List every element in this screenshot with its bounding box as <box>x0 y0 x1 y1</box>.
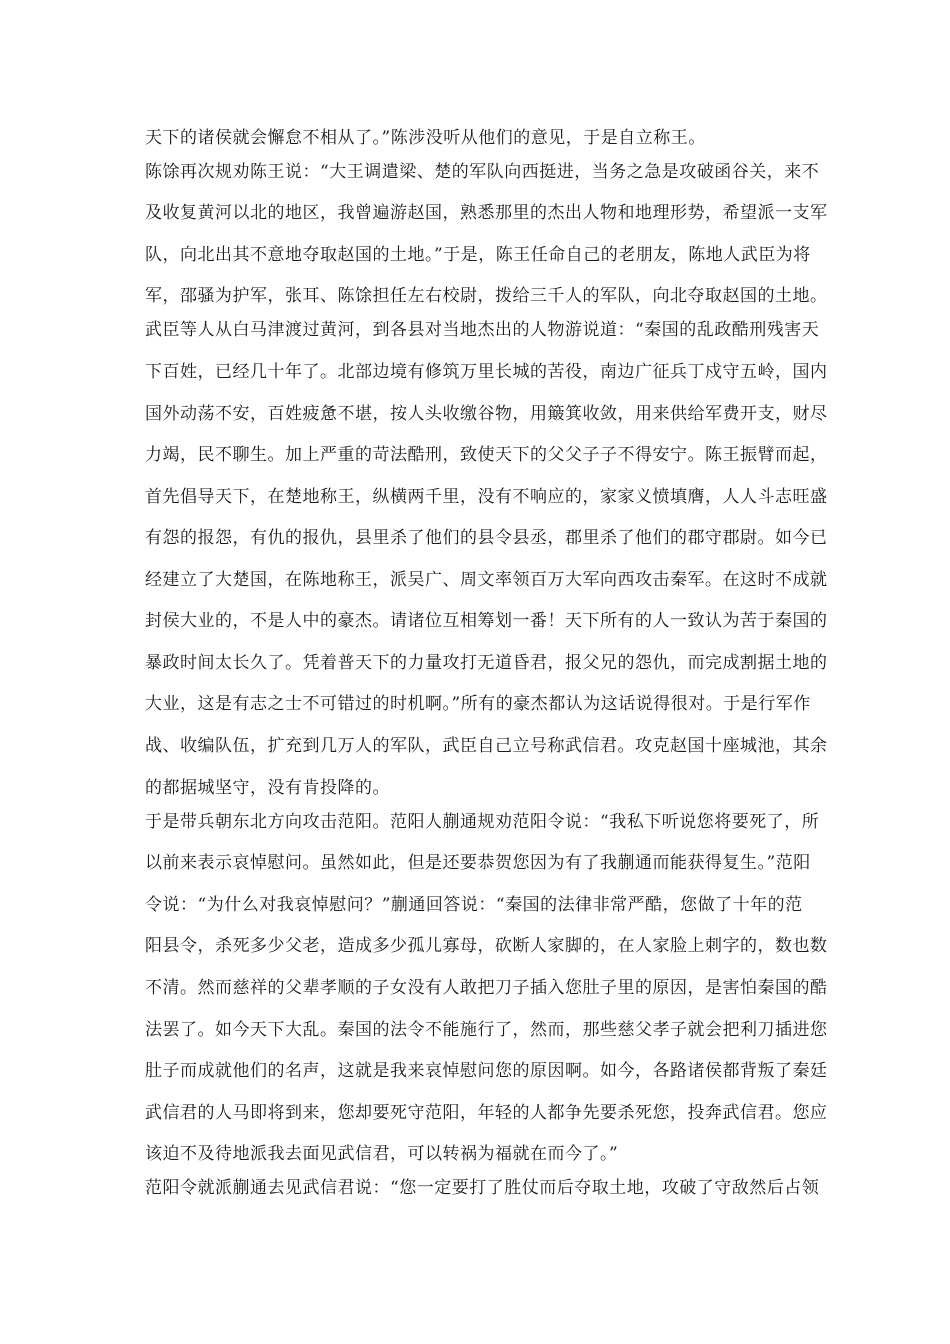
text-line: 下百姓，已经几十年了。北部边境有修筑万里长城的苦役，南边广征兵丁戍守五岭，国内 <box>145 362 828 382</box>
text-line: 队，向北出其不意地夺取赵国的土地。”于是，陈王任命自己的老朋友，陈地人武臣为将 <box>145 245 811 265</box>
text-line: 及收复黄河以北的地区，我曾遍游赵国，熟悉那里的杰出人物和地理形势，希望派一支军 <box>145 203 828 223</box>
text-line: 令说：“为什么对我哀悼慰问？”蒯通回答说：“秦国的法律非常严酷，您做了十年的范 <box>145 895 803 915</box>
text-line: 首先倡导天下，在楚地称王，纵横两千里，没有不响应的，家家义愤填膺，人人斗志旺盛 <box>145 487 828 507</box>
text-line: 法罢了。如今天下大乱。秦国的法令不能施行了，然而，那些慈父孝子就会把利刀插进您 <box>145 1020 828 1040</box>
text-line: 不清。然而慈祥的父辈孝顺的子女没有人敢把刀子插入您肚子里的原因，是害怕秦国的酷 <box>145 978 828 998</box>
text-line: 经建立了大楚国，在陈地称王，派吴广、周文率领百万大军向西攻击秦军。在这时不成就 <box>145 570 828 590</box>
text-line: 的都据城坚守，没有肯投降的。 <box>145 778 390 798</box>
text-line: 阳县令，杀死多少父老，造成多少孤儿寡母，砍断人家脚的，在人家脸上刺字的，数也数 <box>145 936 828 956</box>
text-line: 肚子而成就他们的名声，这就是我来哀悼慰问您的原因啊。如今，各路诸侯都背叛了秦廷 <box>145 1061 828 1081</box>
text-line: 有怨的报怨，有仇的报仇，县里杀了他们的县令县丞，郡里杀了他们的郡守郡尉。如今已 <box>145 528 828 548</box>
text-line: 范阳令就派蒯通去见武信君说：“您一定要打了胜仗而后夺取土地，攻破了守敌然后占领 <box>145 1178 820 1198</box>
text-line: 以前来表示哀悼慰问。虽然如此，但是还要恭贺您因为有了我蒯通而能获得复生。”范阳 <box>145 853 811 873</box>
text-line: 力竭，民不聊生。加上严重的苛法酷刑，致使天下的父父子子不得安宁。陈王振臂而起， <box>145 445 828 465</box>
text-line: 于是带兵朝东北方向攻击范阳。范阳人蒯通规劝范阳令说：“我私下听说您将要死了，所 <box>145 812 820 832</box>
text-line: 武信君的人马即将到来，您却要死守范阳，年轻的人都争先要杀死您，投奔武信君。您应 <box>145 1103 828 1123</box>
text-line: 该迫不及待地派我去面见武信君，可以转祸为福就在而今了。” <box>145 1144 619 1164</box>
text-line: 天下的诸侯就会懈怠不相从了。”陈涉没听从他们的意见，于是自立称王。 <box>145 128 706 148</box>
text-line: 军，邵骚为护军，张耳、陈馀担任左右校尉，拨给三千人的军队，向北夺取赵国的土地。 <box>145 286 828 306</box>
text-line: 陈馀再次规劝陈王说：“大王调遣梁、楚的军队向西挺进，当务之急是攻破函谷关，来不 <box>145 162 820 182</box>
text-line: 国外动荡不安，百姓疲惫不堪，按人头收缴谷物，用簸箕收敛，用来供给军费开支，财尽 <box>145 404 828 424</box>
text-line: 封侯大业的，不是人中的豪杰。请诸位互相筹划一番！天下所有的人一致认为苦于秦国的 <box>145 611 828 631</box>
text-line: 暴政时间太长久了。凭着普天下的力量攻打无道昏君，报父兄的怨仇，而完成割据土地的 <box>145 653 828 673</box>
text-line: 武臣等人从白马津渡过黄河，到各县对当地杰出的人物游说道：“秦国的乱政酷刑残害天 <box>145 320 820 340</box>
text-line: 战、收编队伍，扩充到几万人的军队，武臣自己立号称武信君。攻克赵国十座城池，其余 <box>145 736 828 756</box>
text-line: 大业，这是有志之士不可错过的时机啊。”所有的豪杰都认为这话说得很对。于是行军作 <box>145 694 811 714</box>
